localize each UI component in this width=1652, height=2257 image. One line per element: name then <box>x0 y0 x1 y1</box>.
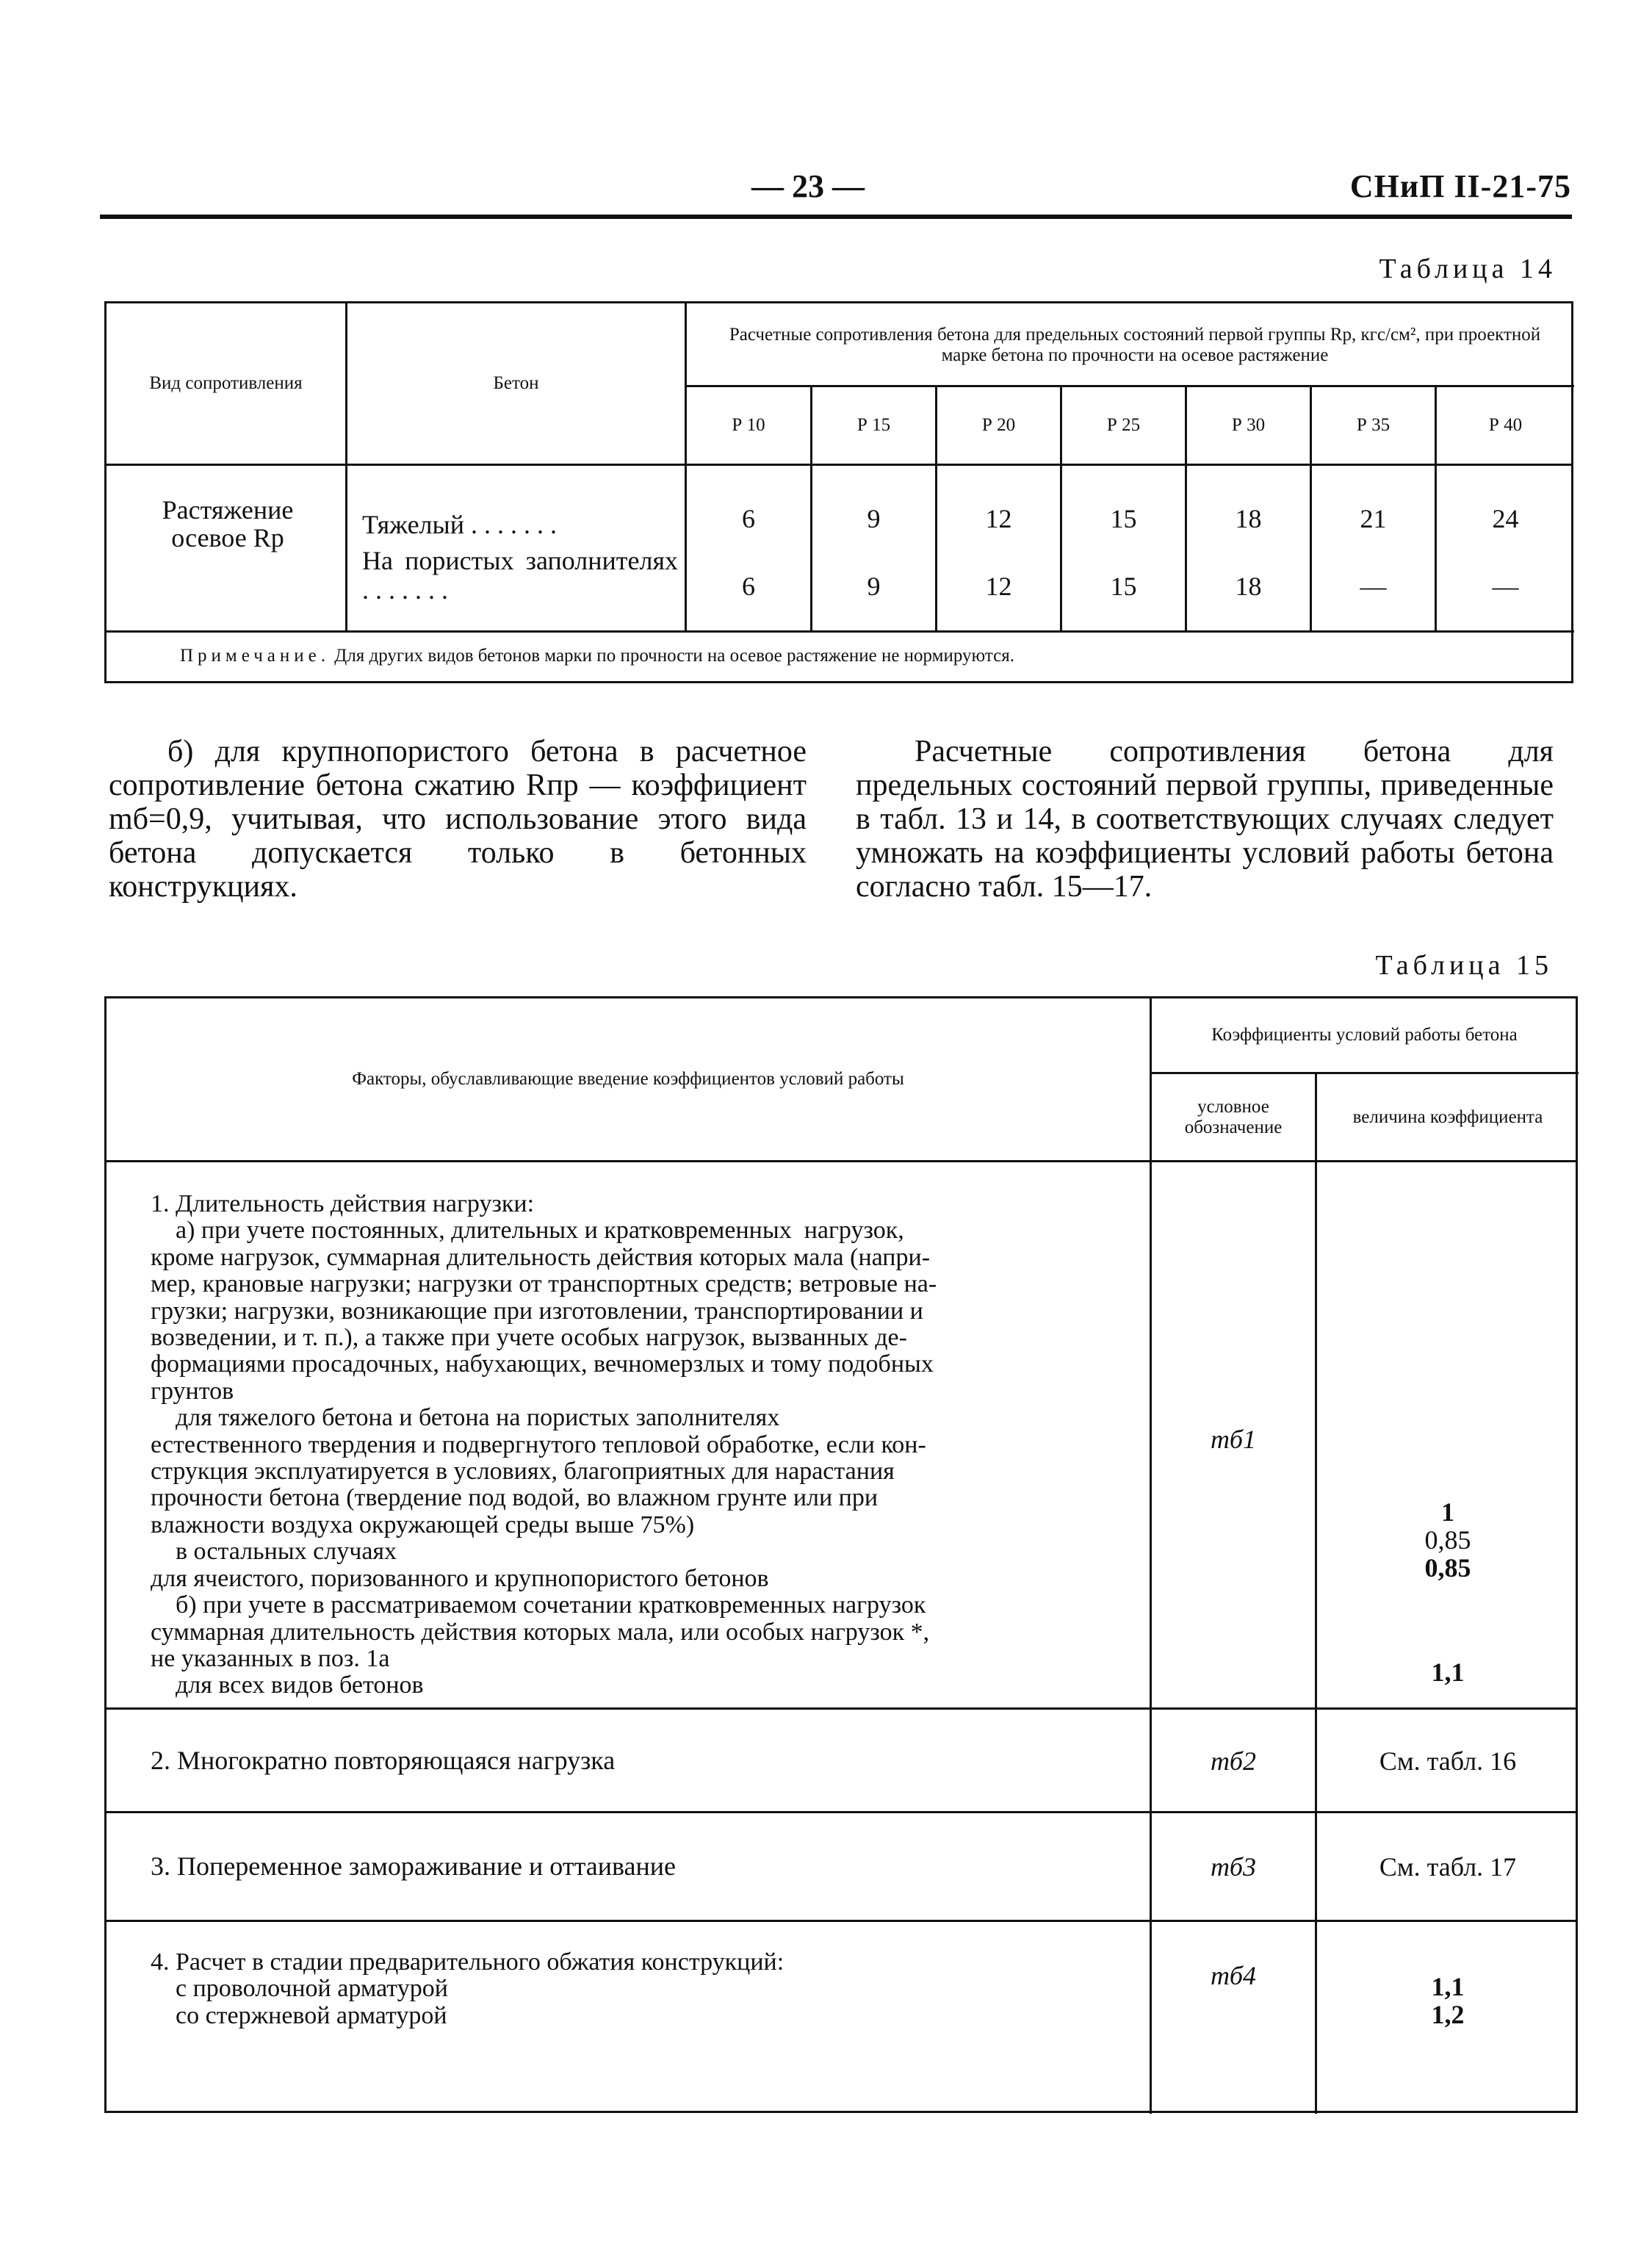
grade-p15: Р 15 <box>856 415 891 435</box>
t14-r1-v2: 9 <box>867 504 881 533</box>
t14-r1-v3: 12 <box>985 504 1012 533</box>
row1-factor-line: для тяжелого бетона и бетона на пористых заполнителях <box>151 1404 780 1432</box>
row1-value-3: 0,85 <box>1424 1553 1471 1583</box>
table14-header-group: Расчетные сопротивления бетона для предельных состояний первой группы Rp, кгс/см², при проектной марке бетона по прочности на осевое растяжение <box>729 324 1541 365</box>
row1-factor-line: б) при учете в рассматриваемом сочетании кратковременных нагрузок <box>151 1591 926 1619</box>
table15-header-symbol: условное обозначение <box>1184 1096 1283 1137</box>
row1-factor-text <box>151 1191 1142 1699</box>
t14-r2-v5: 18 <box>1235 572 1262 601</box>
row1-factor-line: мер, крановые нагрузки; нагрузки от транспортных средств; ветровые на- <box>151 1270 937 1298</box>
grade-p10: Р 10 <box>732 415 765 435</box>
table15-caption: Таблица 15 <box>1375 950 1553 981</box>
row1-factor-line: струкция эксплуатируется в условиях, благоприятных для нарастания <box>151 1458 895 1486</box>
row1-value-1: 1 <box>1441 1497 1454 1527</box>
concrete-porous: На пористых заполнителях . . . . . . . <box>362 546 678 605</box>
row3-value: См. табл. 17 <box>1379 1852 1517 1882</box>
table14-header-concrete: Бетон <box>493 373 539 393</box>
table14-note <box>180 645 1561 667</box>
text-right-paragraph: Расчетные сопротивления бетона для предельных состояний первой группы, приведенные в табл. 13 и 14, в соответствующих случаях следует умножать на коэффициенты условий работы бетона согласно табл. 15—17. <box>856 735 1554 904</box>
row1-value-2: 0,85 <box>1424 1525 1471 1555</box>
t14-r2-v1: 6 <box>742 572 755 601</box>
row1-factor-line: 1. Длительность действия нагрузки: <box>151 1190 535 1217</box>
row1-value-4: 1,1 <box>1431 1657 1465 1687</box>
row1-factor-line: суммарная длительность действия которых мала, или особых нагрузок *, <box>151 1618 930 1646</box>
table15 <box>104 996 1578 2113</box>
row4-value-1: 1,1 <box>1431 1972 1465 2001</box>
row1-factor-line: а) при учете постоянных, длительных и кратковременных нагрузок, <box>151 1217 904 1245</box>
row1-factor-line: возведении, и т. п.), а также при учете особых нагрузок, вызванных де- <box>151 1324 907 1352</box>
grade-p30: Р 30 <box>1231 415 1266 435</box>
t14-r1-v4: 15 <box>1110 504 1137 533</box>
row1-factor-line: формациями просадочных, набухающих, вечномерзлых и тому подобных <box>151 1350 934 1378</box>
table14-row-label: Растяжение осевое Rp <box>162 495 294 552</box>
table15-header-factors: Факторы, обуславливающие введение коэффициентов условий работы <box>352 1069 904 1089</box>
table14-note-text: Для других видов бетонов марки по прочности на осевое растяжение не нормируются. <box>334 646 1014 666</box>
row2-value: См. табл. 16 <box>1379 1746 1517 1776</box>
document-code: СНиП II-21-75 <box>1349 168 1571 204</box>
table14-caption: Таблица 14 <box>1379 253 1557 284</box>
t14-r1-v5: 18 <box>1235 504 1262 533</box>
table14 <box>104 301 1573 683</box>
row1-factor-line: в остальных случаях <box>151 1538 397 1566</box>
row4-factor-line: 4. Расчет в стадии предварительного обжатия конструкций: <box>151 1948 784 1976</box>
row2-symbol: mб2 <box>1210 1746 1257 1776</box>
text-left-paragraph: б) для крупнопористого бетона в расчетное сопротивление бетона сжатию Rпр — коэффициент mб=0,9, учитывая, что использование этого вида бетона допускается только в бетонных конструкциях. <box>109 735 807 904</box>
row4-factor-line: со стержневой арматурой <box>151 2001 447 2029</box>
grade-p40: Р 40 <box>1488 415 1523 435</box>
row4-value-2: 1,2 <box>1431 2000 1465 2029</box>
row1-symbol: mб1 <box>1210 1425 1257 1454</box>
t14-r2-v3: 12 <box>985 572 1012 601</box>
row4-symbol: mб4 <box>1210 1961 1257 1990</box>
row1-factor-line: влажности воздуха окружающей среды выше 75%) <box>151 1511 695 1538</box>
table15-header-value: величина коэффициента <box>1352 1106 1543 1127</box>
t14-r2-v6: — <box>1360 572 1387 601</box>
row1-factor-line: для ячеистого, поризованного и крупнопористого бетонов <box>151 1564 769 1592</box>
row2-factor-text: 2. Многократно повторяющаяся нагрузка <box>151 1746 616 1775</box>
table14-note-label: Примечание. <box>180 646 331 666</box>
row1-factor-line: грунтов <box>151 1377 234 1405</box>
t14-r1-v6: 21 <box>1360 504 1387 533</box>
header-rule <box>100 215 1572 219</box>
t14-r1-v1: 6 <box>742 504 755 533</box>
t14-r1-v7: 24 <box>1492 504 1519 533</box>
row1-factor-line: прочности бетона (твердение под водой, во влажном грунте или при <box>151 1484 879 1512</box>
grade-p25: Р 25 <box>1106 415 1141 435</box>
row3-symbol: mб3 <box>1210 1852 1257 1882</box>
concrete-heavy: Тяжелый . . . . . . . <box>362 511 557 539</box>
table15-header-coef: Коэффициенты условий работы бетона <box>1211 1025 1518 1045</box>
page-number: — 23 — <box>751 168 865 204</box>
t14-r2-v7: — <box>1492 572 1519 601</box>
row3-factor-text: 3. Попеременное замораживание и оттаивание <box>151 1851 676 1881</box>
grade-p35: Р 35 <box>1356 415 1391 435</box>
row4-factor-line: с проволочной арматурой <box>151 1975 448 2003</box>
row4-factor-text <box>151 1949 1142 2029</box>
row1-factor-line: не указанных в поз. 1а <box>151 1644 390 1672</box>
grade-p20: Р 20 <box>981 415 1016 435</box>
t14-r2-v4: 15 <box>1110 572 1137 601</box>
row1-factor-line: естественного твердения и подвергнутого тепловой обработке, если кон- <box>151 1430 926 1458</box>
t14-r2-v2: 9 <box>867 572 881 601</box>
row1-factor-line: кроме нагрузок, суммарная длительность действия которых мала (напри- <box>151 1243 931 1271</box>
row1-factor-line: грузки; нагрузки, возникающие при изготовлении, транспортировании и <box>151 1297 923 1325</box>
table14-header-kind: Вид сопротивления <box>149 373 303 393</box>
row1-factor-line: для всех видов бетонов <box>151 1671 424 1699</box>
